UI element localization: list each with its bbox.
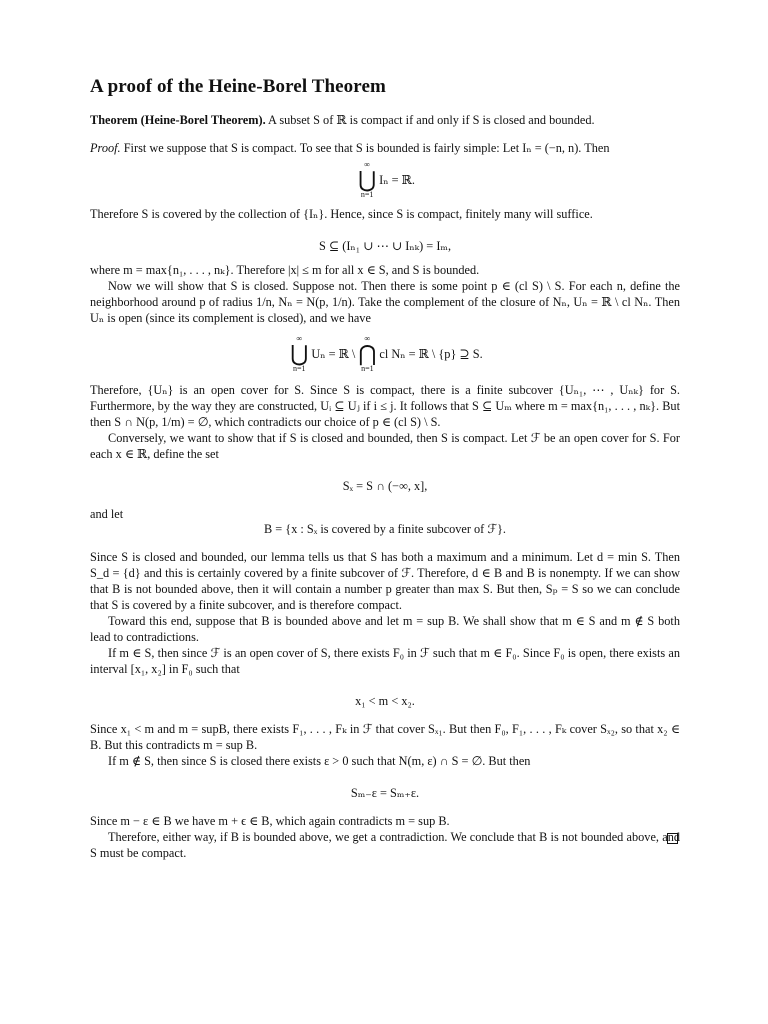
equation-rhs: cl Nₙ = ℝ \ {p} ⊇ S. [379,346,483,361]
proof-paragraph-3: where m = max{n₁, . . . , nₖ}. Therefore |x| ≤ m for all x ∈ S, and S is bounded. [90,263,480,277]
theorem-statement [90,112,680,128]
s-equality: Sₘ₋ε = Sₘ₊ε. [350,786,420,800]
union2-lower-limit: n=1 [293,364,306,373]
proof-paragraph-6: Conversely, we want to show that if S is closed and bounded, then S is compact. Let ℱ be an open cover for S. For each x ∈ ℝ, define the set [90,431,680,461]
big-union-operator [358,160,376,200]
union-equation-rhs: Iₙ = ℝ. [379,172,415,187]
b-definition: B = {x : Sₓ is covered by a finite subcover of ℱ}. [264,522,506,536]
proof-paragraph-13: Since m − ε ∈ B we have m + ϵ ∈ B, which again contradicts m = sup B. [90,814,450,828]
union-equation-1 [90,160,680,200]
big-intersection-operator [358,334,376,374]
proof-paragraph-10: If m ∈ S, then since ℱ is an open cover of S, there exists F₀ in ℱ such that m ∈ F₀. Since F₀ is open, there exists an interval [x₁, x₂] in F₀ such that [90,646,680,676]
big-union-operator-2 [290,334,308,374]
proof-paragraph-8: Since S is closed and bounded, our lemma tells us that S has both a maximum and a minimum. Let d = min S. Then S_d = {d} and this is certainly covered by a finite subcover of ℱ. Therefore, d ∈ B and B is nonempty. If we can show that B is not bounded above, then it will contain a number p greater than max S. But then, Sₚ = S so we can conclude that S is covered by a finite subcover, and is therefore compact. [90,550,680,612]
finite-cover-equation: S ⊆ (Iₙ₁ ∪ ⋯ ∪ Iₙₖ) = Iₘ, [318,239,452,253]
proof-paragraph-1 [90,140,680,156]
equation-middle: Uₙ = ℝ \ [311,346,356,361]
union-intersection-equation [90,334,680,374]
proof-p14-text: Therefore, either way, if B is bounded above, we get a contradiction. We conclude that B is not bounded above, and S must be compact. [90,830,680,860]
intersection-lower-limit: n=1 [361,364,374,373]
proof-paragraph-2: Therefore S is covered by the collection of {Iₙ}. Hence, since S is compact, finitely many will suffice. [90,207,593,221]
union-symbol: ⋃ [358,167,377,192]
proof-p1-text: First we suppose that S is compact. To see that S is bounded is fairly simple: Let Iₙ = (−n, n). Then [120,141,610,155]
union-lower-limit: n=1 [360,190,374,199]
proof-paragraph-11: Since x₁ < m and m = supB, there exists F₁, . . . , Fₖ in ℱ that cover Sₓ₁. But then F₀, F₁, . . . , Fₖ cover Sₓ₂, so that x₂ ∈ B. But this contradicts m = sup B. [90,722,680,752]
proof-paragraph-4: Now we will show that S is closed. Suppose not. Then there is some point p ∈ (cl S) \ S. For each n, define the neighborhood around p of radius 1/n, Nₙ = N(p, 1/n). Take the complement of the closure of Nₙ, Uₙ = ℝ \ cl Nₙ. Then Uₙ is open (since its complement is closed), and we have [90,279,680,325]
page-title: A proof of the Heine-Borel Theorem [90,76,386,97]
sx-definition: Sₓ = S ∩ (−∞, x], [342,479,428,493]
interval-inequality: x₁ < m < x₂. [355,694,415,708]
union2-symbol: ⋃ [290,341,309,366]
proof-paragraph-5: Therefore, {Uₙ} is an open cover for S. Since S is compact, there is a finite subcover {Uₙ₁, ⋯ , Uₙₖ} for S. Furthermore, by the way they are constructed, Uᵢ ⊆ Uⱼ if i ≤ j. It follows that S ⊆ Uₘ where m = max{n₁, . . . , nₖ}. But then S ∩ N(p, 1/m) = ∅, which contradicts our choice of p ∈ (cl S) \ S. [90,383,680,429]
qed-square-icon [667,833,678,844]
proof-paragraph-7: and let [90,507,124,521]
proof-paragraph-12: If m ∉ S, then since S is closed there exists ε > 0 such that N(m, ε) ∩ S = ∅. But then [108,754,531,768]
intersection-symbol: ⋂ [358,341,377,366]
theorem-text: A subset S of ℝ is compact if and only if S is closed and bounded. [265,113,595,127]
union-upper-limit: ∞ [364,160,370,169]
proof-paragraph-9: Toward this end, suppose that B is bounded above and let m = sup B. We shall show that m ∈ S and m ∉ S both lead to contradictions. [90,614,680,644]
union2-upper-limit: ∞ [296,334,303,343]
intersection-upper-limit: ∞ [364,334,371,343]
proof-label: Proof. [90,141,121,155]
proof-paragraph-14 [90,829,680,861]
theorem-label: Theorem (Heine-Borel Theorem). [90,113,266,127]
